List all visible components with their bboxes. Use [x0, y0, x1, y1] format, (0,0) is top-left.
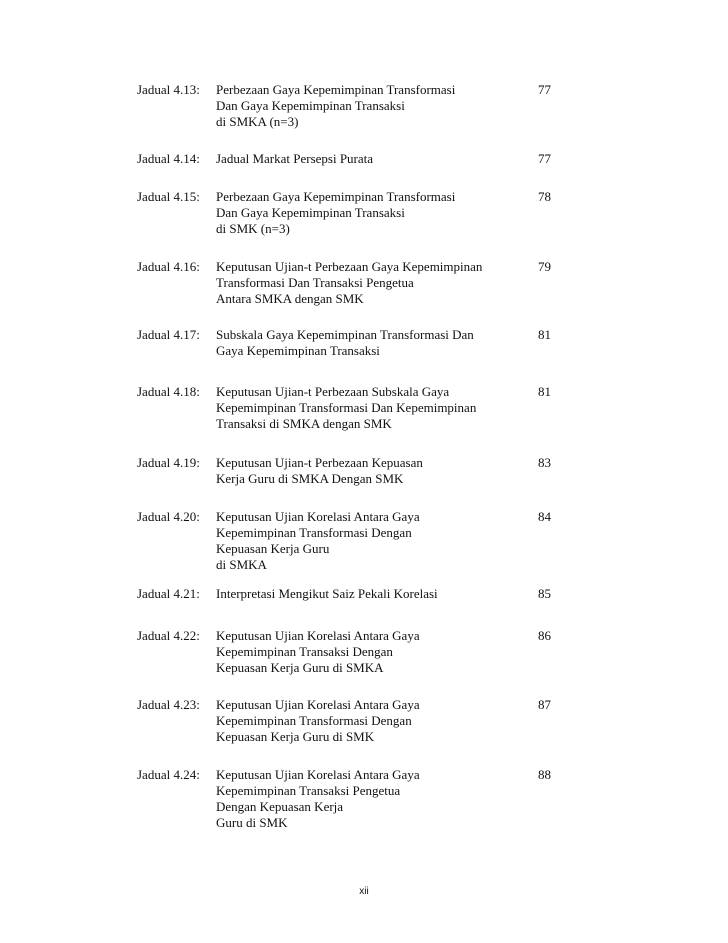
table-label: Jadual 4.23: — [137, 697, 200, 712]
table-title — [216, 509, 516, 573]
table-title — [216, 151, 516, 167]
title-line: Kepemimpinan Transaksi Dengan — [216, 644, 393, 659]
title-line: Transaksi di SMKA dengan SMK — [216, 416, 392, 431]
page-number: 88 — [538, 767, 551, 782]
page-number: 77 — [538, 151, 551, 166]
title-line: di SMKA (n=3) — [216, 114, 299, 129]
title-line: Kepuasan Kerja Guru di SMKA — [216, 660, 384, 675]
title-line: Keputusan Ujian Korelasi Antara Gaya — [216, 509, 420, 524]
page-number: 84 — [538, 509, 551, 524]
table-label: Jadual 4.18: — [137, 384, 200, 399]
page-number: 81 — [538, 327, 551, 342]
table-label: Jadual 4.15: — [137, 189, 200, 204]
table-label: Jadual 4.21: — [137, 586, 200, 601]
table-title — [216, 586, 516, 602]
page-number: 81 — [538, 384, 551, 399]
title-line: Kepuasan Kerja Guru di SMK — [216, 729, 375, 744]
title-line: Jadual Markat Persepsi Purata — [216, 151, 374, 166]
title-line: di SMK (n=3) — [216, 221, 290, 236]
title-line: Kepemimpinan Transformasi Dan Kepemimpinan — [216, 400, 477, 415]
page-number: 87 — [538, 697, 551, 712]
page-number: 83 — [538, 455, 551, 470]
title-line: Perbezaan Gaya Kepemimpinan Transformasi — [216, 82, 456, 97]
table-label: Jadual 4.17: — [137, 327, 200, 342]
table-title — [216, 767, 516, 831]
title-line: Interpretasi Mengikut Saiz Pekali Korelasi — [216, 586, 438, 601]
title-line: Kepemimpinan Transaksi Pengetua — [216, 783, 401, 798]
title-line: Dan Gaya Kepemimpinan Transaksi — [216, 205, 405, 220]
title-line: Dengan Kepuasan Kerja — [216, 799, 344, 814]
title-line: di SMKA — [216, 557, 267, 572]
table-title — [216, 82, 516, 130]
table-title — [216, 697, 516, 745]
page-number: 79 — [538, 259, 551, 274]
title-line: Keputusan Ujian-t Perbezaan Kepuasan — [216, 455, 423, 470]
table-label: Jadual 4.16: — [137, 259, 200, 274]
page-footer-number: xii — [359, 886, 369, 897]
page-number: 85 — [538, 586, 551, 601]
title-line: Keputusan Ujian-t Perbezaan Gaya Kepemimpinan — [216, 259, 483, 274]
title-line: Guru di SMK — [216, 815, 288, 830]
table-label: Jadual 4.13: — [137, 82, 200, 97]
table-label: Jadual 4.19: — [137, 455, 200, 470]
title-line: Antara SMKA dengan SMK — [216, 291, 364, 306]
table-label: Jadual 4.24: — [137, 767, 200, 782]
table-label: Jadual 4.22: — [137, 628, 200, 643]
title-line: Kepuasan Kerja Guru — [216, 541, 330, 556]
title-line: Keputusan Ujian Korelasi Antara Gaya — [216, 767, 420, 782]
title-line: Kepemimpinan Transformasi Dengan — [216, 525, 412, 540]
table-title — [216, 455, 516, 487]
table-title — [216, 628, 516, 676]
title-line: Keputusan Ujian-t Perbezaan Subskala Gaya — [216, 384, 450, 399]
title-line: Keputusan Ujian Korelasi Antara Gaya — [216, 628, 420, 643]
page-number: 86 — [538, 628, 551, 643]
table-title — [216, 327, 516, 359]
table-title — [216, 189, 516, 237]
title-line: Kerja Guru di SMKA Dengan SMK — [216, 471, 404, 486]
page-number: 78 — [538, 189, 551, 204]
table-label: Jadual 4.14: — [137, 151, 200, 166]
table-label: Jadual 4.20: — [137, 509, 200, 524]
title-line: Dan Gaya Kepemimpinan Transaksi — [216, 98, 405, 113]
title-line: Kepemimpinan Transformasi Dengan — [216, 713, 412, 728]
page-number: 77 — [538, 82, 551, 97]
title-line: Gaya Kepemimpinan Transaksi — [216, 343, 380, 358]
table-title — [216, 259, 516, 307]
title-line: Keputusan Ujian Korelasi Antara Gaya — [216, 697, 420, 712]
title-line: Subskala Gaya Kepemimpinan Transformasi Dan — [216, 327, 474, 342]
title-line: Transformasi Dan Transaksi Pengetua — [216, 275, 414, 290]
title-line: Perbezaan Gaya Kepemimpinan Transformasi — [216, 189, 456, 204]
table-title — [216, 384, 516, 432]
